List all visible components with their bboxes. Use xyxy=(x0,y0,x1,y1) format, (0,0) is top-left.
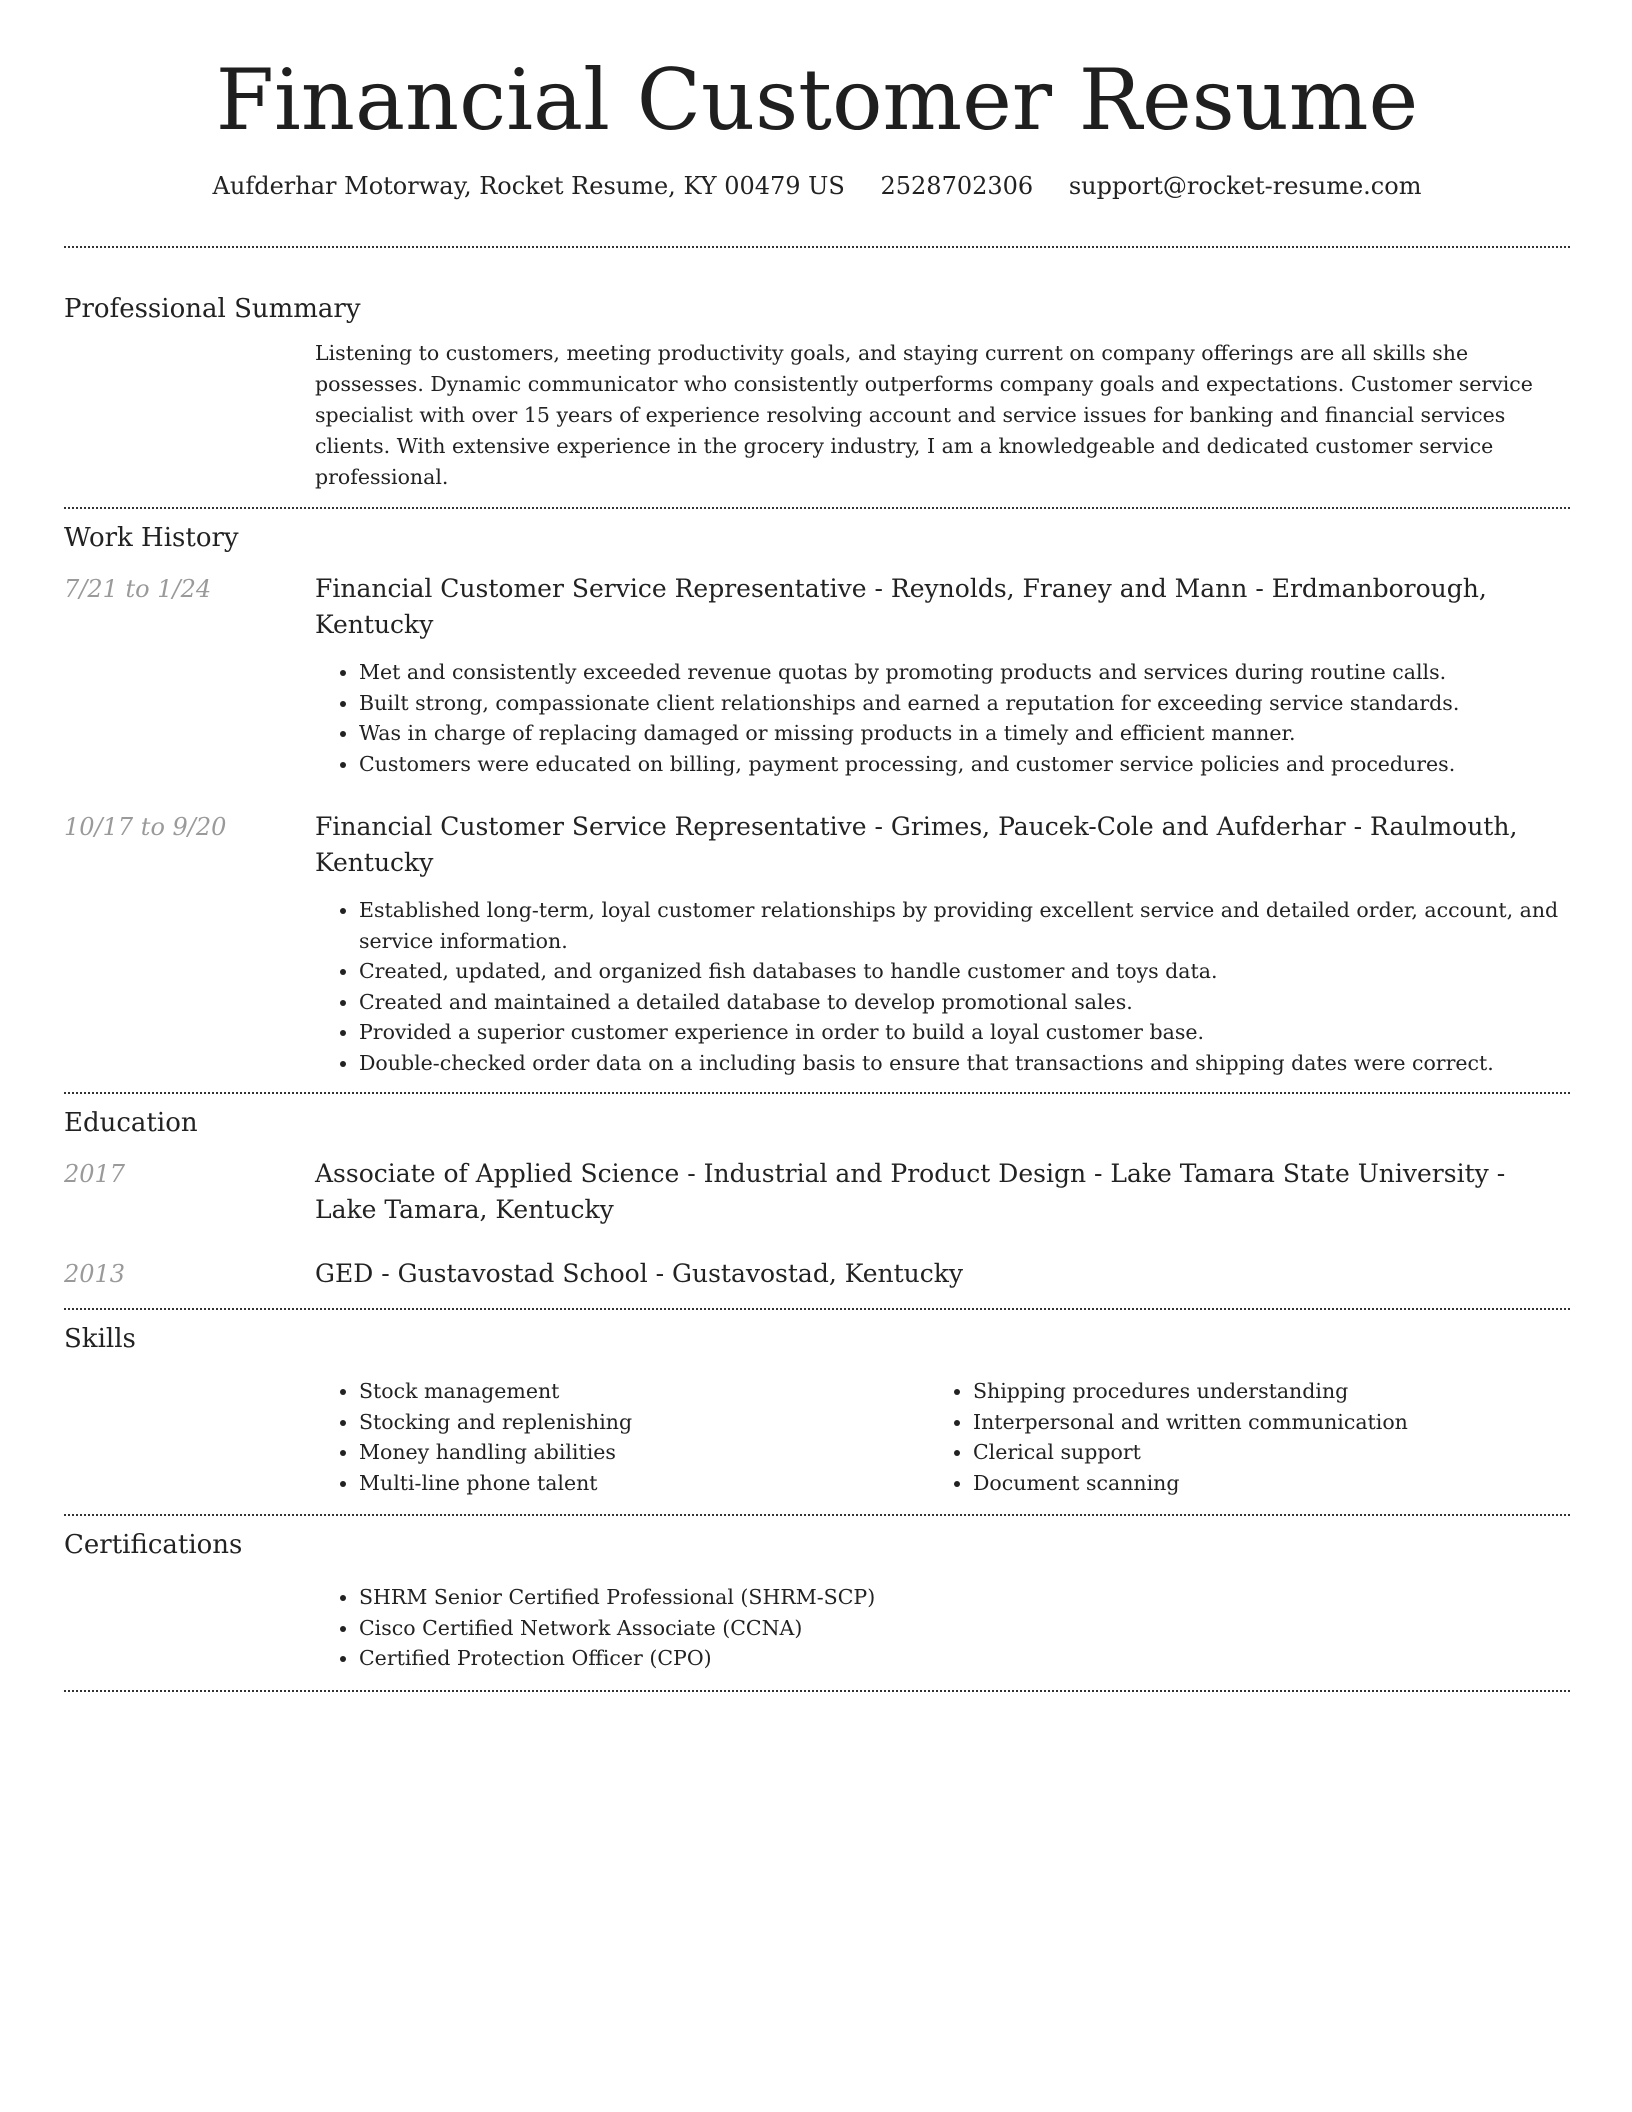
summary-text: Listening to customers, meeting productivity goals, and staying current on company offerings are all skills she possesses. Dynamic communicator who consistently outperforms company goals and expectations. Customer service specialist with over 15 years of experience resolving account and service issues for banking and financial services clients. With extensive experience in the grocery industry, I am a knowledgeable and dedicated customer service professional. xyxy=(315,341,1533,489)
work-history-section xyxy=(64,509,1570,1092)
list-item: • Certified Protection Officer (CPO) xyxy=(359,1643,1570,1674)
job-title: Financial Customer Service Representative - Grimes, Paucek-Cole and Aufderhar - Raulmouth, Kentucky xyxy=(315,812,1518,877)
contact-line xyxy=(64,170,1570,202)
list-item: • Was in charge of replacing damaged or missing products in a timely and efficient manner. xyxy=(359,718,1570,749)
job-dates: 7/21 to 1/24 xyxy=(64,575,212,603)
job-entry xyxy=(64,779,1570,1092)
list-item: • Document scanning xyxy=(973,1468,1543,1499)
education-entry xyxy=(64,1228,1570,1308)
education-title: Associate of Applied Science - Industrial and Product Design - Lake Tamara State University - Lake Tamara, Kentucky xyxy=(315,1159,1506,1224)
list-item: • Interpersonal and written communication xyxy=(973,1407,1543,1438)
contact-address: Aufderhar Motorway, Rocket Resume, KY 00479 US xyxy=(212,172,845,200)
section-divider xyxy=(64,1690,1570,1692)
list-item: • Met and consistently exceeded revenue quotas by promoting products and services during routine calls. xyxy=(359,657,1570,688)
list-item: • Stocking and replenishing xyxy=(359,1407,929,1438)
list-item: • Established long-term, loyal customer relationships by providing excellent service and detailed order, account, and service information. xyxy=(359,895,1570,956)
list-item: • Stock management xyxy=(359,1376,929,1407)
section-title-summary: Professional Summary xyxy=(64,294,361,324)
list-item: • Provided a superior customer experience in order to build a loyal customer base. xyxy=(359,1017,1570,1048)
section-title-work: Work History xyxy=(64,523,239,553)
job-bullets xyxy=(315,895,1570,1078)
education-year: 2013 xyxy=(64,1260,126,1288)
section-title-education: Education xyxy=(64,1108,198,1138)
skills-list-left xyxy=(315,1376,929,1498)
contact-email: support@rocket-resume.com xyxy=(1068,172,1422,200)
skills-grid xyxy=(315,1356,1570,1514)
job-dates: 10/17 to 9/20 xyxy=(64,813,227,841)
list-item: • Clerical support xyxy=(973,1437,1543,1468)
list-item: • SHRM Senior Certified Professional (SHRM-SCP) xyxy=(359,1582,1570,1613)
resume-page xyxy=(64,0,1570,1692)
section-title-skills: Skills xyxy=(64,1324,136,1354)
education-section xyxy=(64,1094,1570,1308)
professional-summary-section xyxy=(64,248,1570,507)
list-item: • Money handling abilities xyxy=(359,1437,929,1468)
education-entry xyxy=(64,1140,1570,1228)
job-bullets xyxy=(315,657,1570,779)
certifications-list xyxy=(315,1562,1570,1690)
list-item: • Customers were educated on billing, payment processing, and customer service policies and procedures. xyxy=(359,749,1570,780)
list-item: • Created and maintained a detailed database to develop promotional sales. xyxy=(359,987,1570,1018)
resume-name: Financial Customer Resume xyxy=(215,51,1419,149)
job-entry xyxy=(64,555,1570,779)
contact-phone: 2528702306 xyxy=(880,172,1034,200)
job-title: Financial Customer Service Representative - Reynolds, Franey and Mann - Erdmanborough, Kentucky xyxy=(315,574,1487,639)
list-item: • Double-checked order data on a including basis to ensure that transactions and shipping dates were correct. xyxy=(359,1048,1570,1079)
list-item: • Created, updated, and organized fish databases to handle customer and toys data. xyxy=(359,956,1570,987)
skills-list-right xyxy=(929,1376,1543,1498)
education-year: 2017 xyxy=(64,1160,126,1188)
list-item: • Multi-line phone talent xyxy=(359,1468,929,1499)
certifications-section xyxy=(64,1516,1570,1690)
education-title: GED - Gustavostad School - Gustavostad, Kentucky xyxy=(315,1259,964,1288)
list-item: • Cisco Certified Network Associate (CCNA) xyxy=(359,1613,1570,1644)
list-item: • Built strong, compassionate client relationships and earned a reputation for exceeding service standards. xyxy=(359,688,1570,719)
section-title-certifications: Certifications xyxy=(64,1530,243,1560)
skills-section xyxy=(64,1310,1570,1514)
list-item: • Shipping procedures understanding xyxy=(973,1376,1543,1407)
